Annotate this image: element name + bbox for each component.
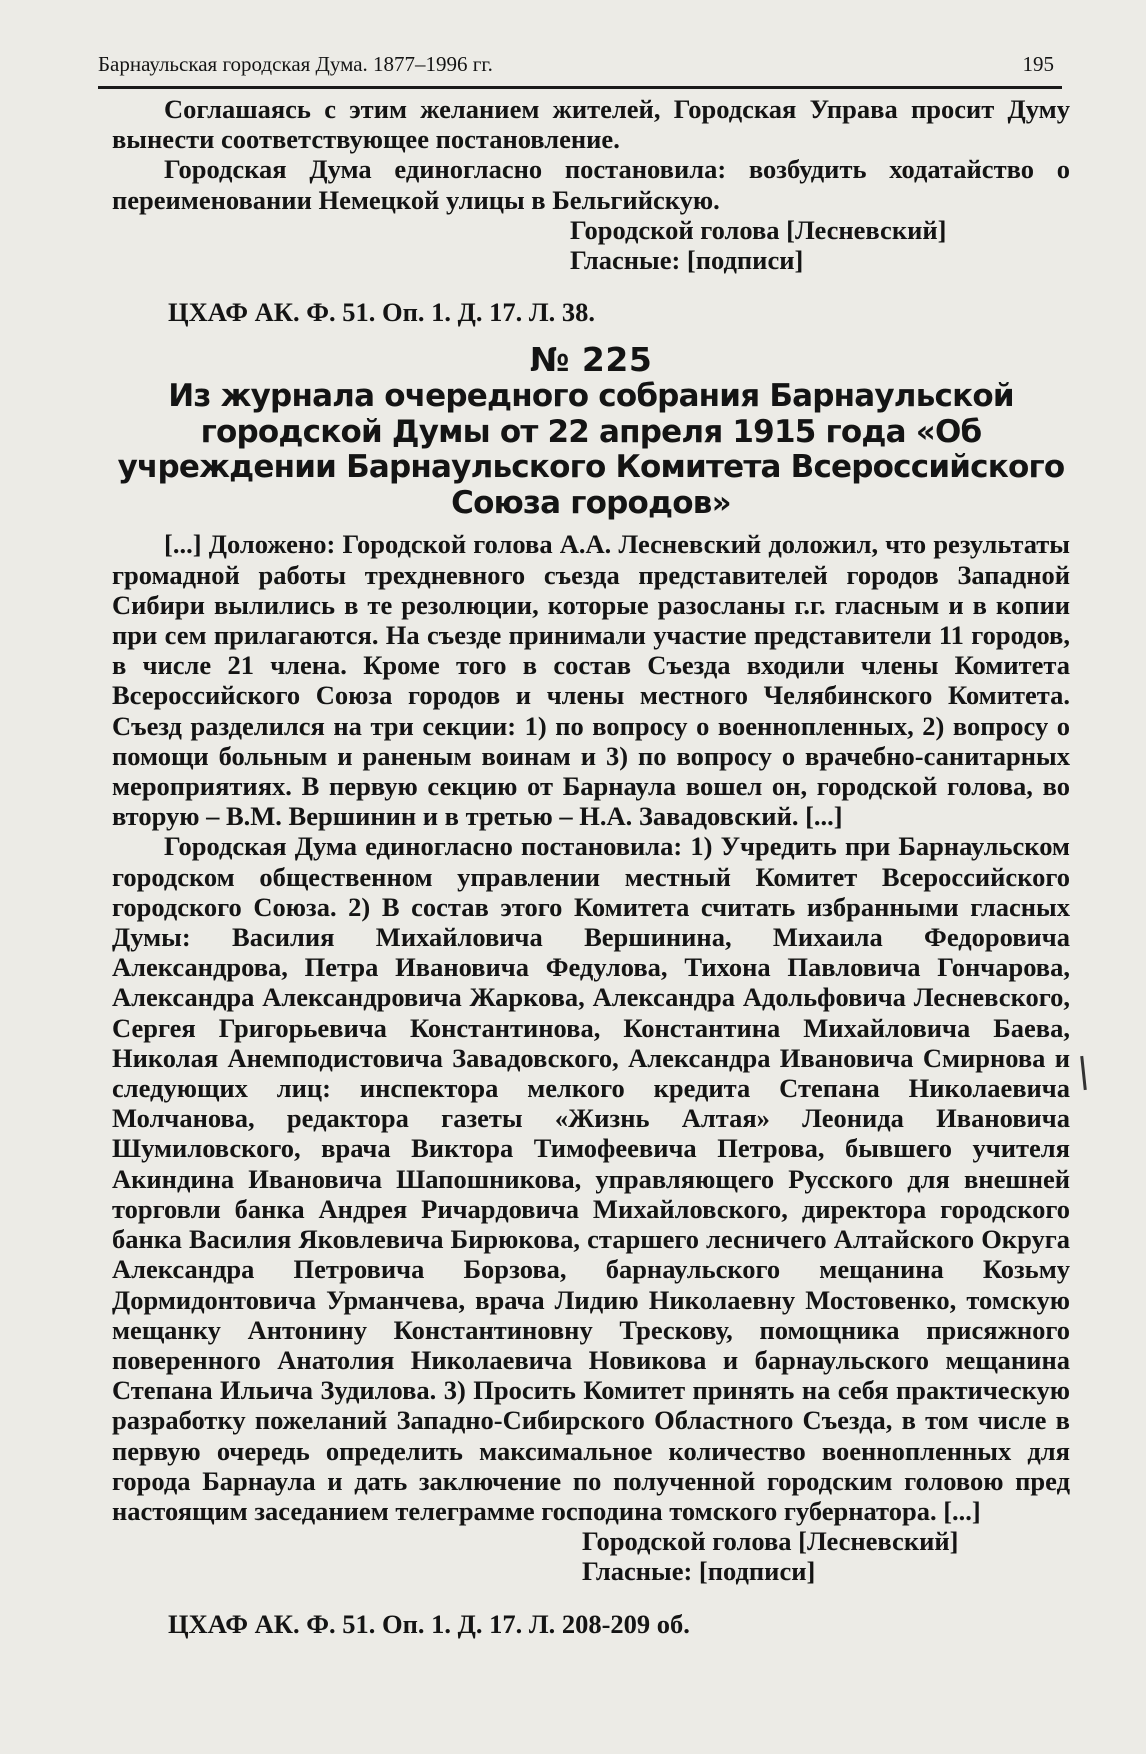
document-archive-reference: ЦХАФ АК. Ф. 51. Оп. 1. Д. 17. Л. 208-209 об. (168, 1608, 690, 1639)
document-title: Из журнала очередного собрания Барнаульской городской Думы от 22 апреля 1915 года «Об учреждении Барнаульского Комитета Всероссийского Союза городов» (117, 378, 1065, 521)
document-signature-members: Гласные: [подписи] (582, 1556, 816, 1587)
running-header (98, 50, 1060, 86)
document-paragraph-1: [...] Доложено: Городской голова А.А. Лесневский доложил, что результаты громадной работы трехдневного съезда представителей городов Западной Сибири вылились в те резолюции, которые разосланы г.г. гласным и в копии при сем прилагаются. На съезде принимали участие представители 11 городов, в числе 21 члена. Кроме того в состав Съезда входили члены Комитета Всероссийского Союза городов и члены местного Челябинского Комитета. Съезд разделился на три секции: 1) по вопросу о военнопленных, 2) вопросу о помощи больным и раненым воинам и 3) по вопросу о врачебно-санитарных мероприятиях. В первую секцию от Барнаула вошел он, городской голова, во вторую – В.М. Вершинин и в третью – Н.А. Завадовский. [...] (112, 529, 1070, 832)
page-number: 195 (1022, 52, 1054, 76)
page-body (112, 94, 1070, 1639)
running-header-title: Барнаульская городская Дума. 1877–1996 гг. (98, 52, 493, 76)
prev-document-signature-head: Городской голова [Лесневский] (570, 214, 947, 245)
document-number: № 225 (529, 340, 653, 380)
document-signature-head: Городской голова [Лесневский] (582, 1526, 959, 1557)
document-paragraph-2: Городская Дума единогласно постановила: 1) Учредить при Барнаульском городском общественном управлении местный Комитет Всероссийского городского Союза. 2) В состав этого Комитета считать избранными гласных Думы: Василия Михайловича Вершинина, Михаила Федоровича Александрова, Петра Ивановича Федулова, Тихона Павловича Гончарова, Александра Александровича Жаркова, Александра Адольфовича Лесневского, Сергея Григорьевича Константинова, Константина Михайловича Баева, Николая Анемподистовича Завадовского, Александра Ивановича Смирнова и следующих лиц: инспектора мелкого кредита Степана Николаевича Молчанова, редактора газеты «Жизнь Алтая» Леонида Ивановича Шумиловского, врача Виктора Тимофеевича Петрова, бывшего учителя Акиндина Ивановича Шапошникова, управляющего Русского для внешней торговли банка Андрея Ричардовича Михайловского, директора городского банка Василия Яковлевича Бирюкова, старшего лесничего Алтайского Округа Александра Петровича Борзова, барнаульского мещанина Козьму Дормидонтовича Урманчева, врача Лидию Николаевну Мостовенко, томскую мещанку Антонину Константиновну Трескову, помощника присяжного поверенного Анатолия Николаевича Новикова и барнаульского мещанина Степана Ильича Зудилова. 3) Просить Комитет принять на себя практическую разработку пожеланий Западно-Сибирского Областного Съезда, в том числе в первую очередь определить максимальное количество военнопленных для города Барнаула и дать заключение по полученной городским головою пред настоящим заседанием телеграмме господина томского губернатора. [...] (112, 831, 1070, 1526)
margin-pencil-mark (1080, 1056, 1087, 1090)
prev-document-paragraph-1: Соглашаясь с этим желанием жителей, Городская Управа просит Думу вынести соответствующее постановление. (112, 94, 1070, 155)
prev-document-paragraph-2: Городская Дума единогласно постановила: возбудить ходатайство о переименовании Немецкой улицы в Бельгийскую. (112, 154, 1070, 215)
header-divider (98, 86, 1062, 89)
prev-document-signature-members: Гласные: [подписи] (570, 245, 804, 276)
prev-document-archive-reference: ЦХАФ АК. Ф. 51. Оп. 1. Д. 17. Л. 38. (168, 297, 595, 328)
